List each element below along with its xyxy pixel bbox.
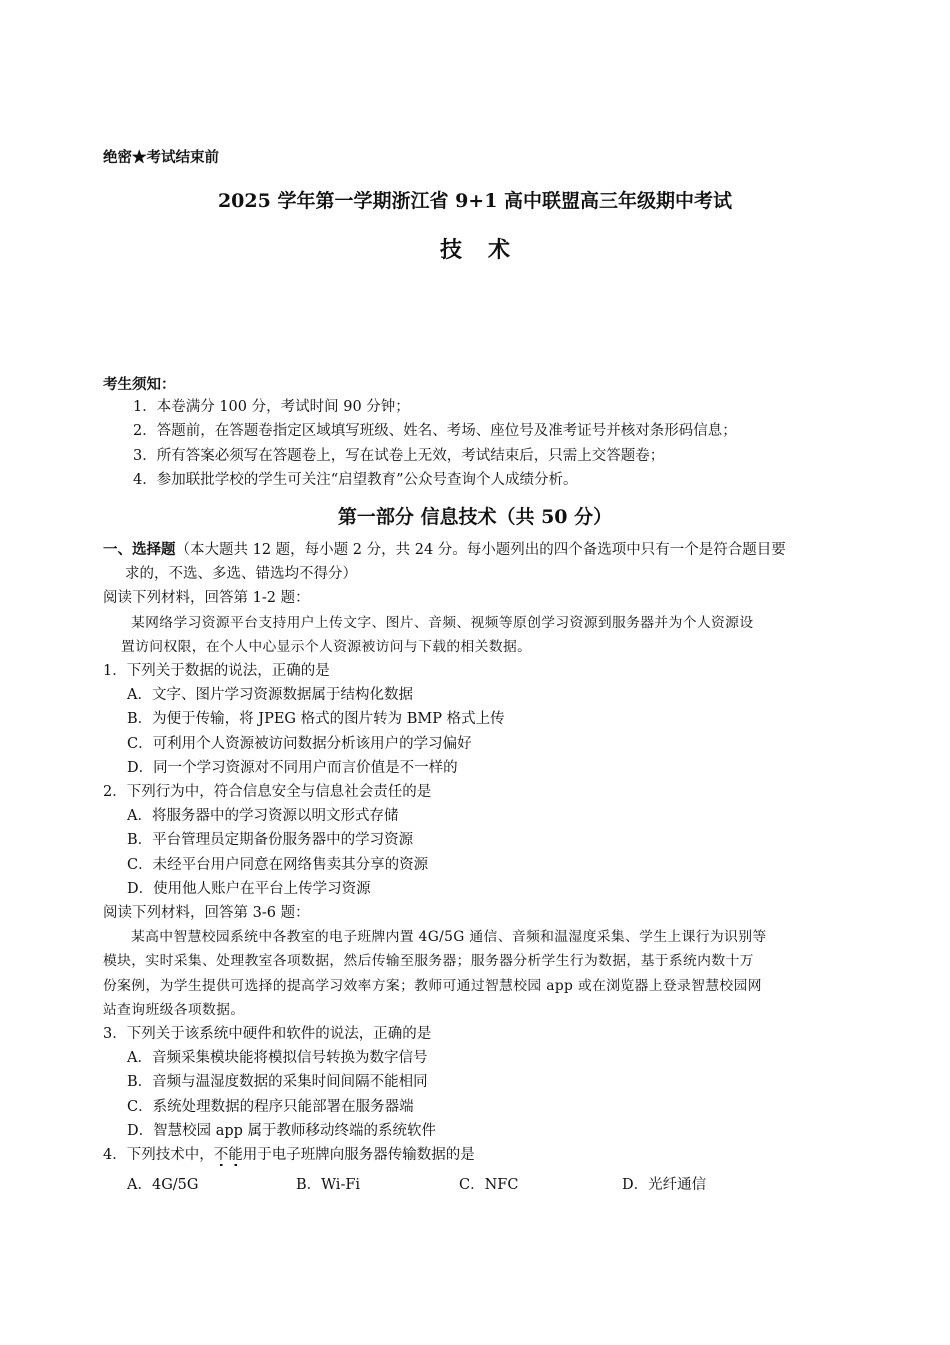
notice-item: 1．本卷满分 100 分，考试时间 90 分钟； <box>133 399 410 415</box>
section-heading <box>103 538 863 562</box>
exam-title: 2025 学年第一学期浙江省 9+1 高中联盟高三年级期中考试 <box>217 190 733 212</box>
question-option: B．平台管理员定期备份服务器中的学习资源 <box>127 832 414 849</box>
stem-text: 用于电子班牌向服务器传输数据的是 <box>242 1147 475 1164</box>
subject-title: 技术 <box>439 237 536 263</box>
question-option: D．使用他人账户在平台上传学习资源 <box>127 880 371 897</box>
material-line: 份案例，为学生提供可选择的提高学习效率方案；教师可通过智慧校园 app 或在浏览器上登录智慧校园网 <box>103 977 762 994</box>
question-option: A．4G/5G <box>127 1177 199 1194</box>
question-option: D．光纤通信 <box>622 1177 707 1194</box>
question-option: C．未经平台用户同意在网络售卖其分享的资源 <box>127 856 429 873</box>
question-option: D．智慧校园 app 属于教师移动终端的系统软件 <box>127 1122 437 1139</box>
material-line: 某网络学习资源平台支持用户上传文字、图片、音频、视频等原创学习资源到服务器并为个人资源设 <box>131 614 754 631</box>
secret-label: 绝密★考试结束前 <box>103 149 219 166</box>
question-option: A．将服务器中的学习资源以明文形式存储 <box>127 808 399 825</box>
question-option: C．可利用个人资源被访问数据分析该用户的学习偏好 <box>127 735 472 752</box>
stem-text: 4．下列技术中， <box>103 1147 214 1164</box>
material-intro: 阅读下列材料，回答第 3-6 题： <box>103 905 310 922</box>
question-option: A．音频采集模块能将模拟信号转换为数字信号 <box>127 1050 428 1067</box>
question-option: C．系统处理数据的程序只能部署在服务器端 <box>127 1098 414 1115</box>
question-option: A．文字、图片学习资源数据属于结构化数据 <box>127 687 413 704</box>
question-stem: 1．下列关于数据的说法，正确的是 <box>103 663 330 680</box>
question-option: D．同一个学习资源对不同用户而言价值是不一样的 <box>127 759 458 776</box>
material-line: 站查询班级各项数据。 <box>103 1001 245 1018</box>
material-line: 模块，实时采集、处理教室各项数据，然后传输至服务器；服务器分析学生行为数据，基于系统内数十万 <box>103 953 754 970</box>
notice-item: 2．答题前，在答题卷指定区域填写班级、姓名、考场、座位号及准考证号并核对条形码信息； <box>133 423 737 440</box>
question-stem: 3．下列关于该系统中硬件和软件的说法，正确的是 <box>103 1026 432 1043</box>
notice-item: 4．参加联批学校的学生可关注“启望教育”公众号查询个人成绩分析。 <box>133 471 578 488</box>
notice-list <box>133 395 737 492</box>
question-option: B．为便于传输，将 JPEG 格式的图片转为 BMP 格式上传 <box>127 711 505 728</box>
section-desc: （本大题共 12 题，每小题 2 分，共 24 分。每小题列出的四个备选项中只有一个是符合题目要 <box>175 542 786 558</box>
question-option: C．NFC <box>459 1177 519 1194</box>
question-option: B．Wi-Fi <box>296 1177 361 1194</box>
question-option: B．音频与温湿度数据的采集时间间隔不能相同 <box>127 1074 428 1091</box>
material-line: 某高中智慧校园系统中各教室的电子班牌内置 4G/5G 通信、音频和温湿度采集、学生上课行为识别等 <box>131 929 767 946</box>
emphasis-text: 不能 <box>213 1147 243 1164</box>
notice-heading: 考生须知： <box>103 376 176 393</box>
question-stem <box>103 1143 863 1167</box>
notice-item: 3．所有答案必须写在答题卷上，写在试卷上无效，考试结束后，只需上交答题卷； <box>133 447 665 464</box>
question-stem: 2．下列行为中，符合信息安全与信息社会责任的是 <box>103 784 432 801</box>
section-desc-cont: 求的，不选、多选、错选均不得分） <box>125 566 357 583</box>
material-intro: 阅读下列材料，回答第 1-2 题： <box>103 590 310 607</box>
section-label: 一、选择题 <box>103 541 176 558</box>
questions-body <box>103 538 863 1196</box>
material-line: 置访问权限，在个人中心显示个人资源被访问与下载的相关数据。 <box>121 638 532 655</box>
part-title: 第一部分 信息技术（共 50 分） <box>337 506 613 528</box>
option-row <box>103 1167 863 1196</box>
